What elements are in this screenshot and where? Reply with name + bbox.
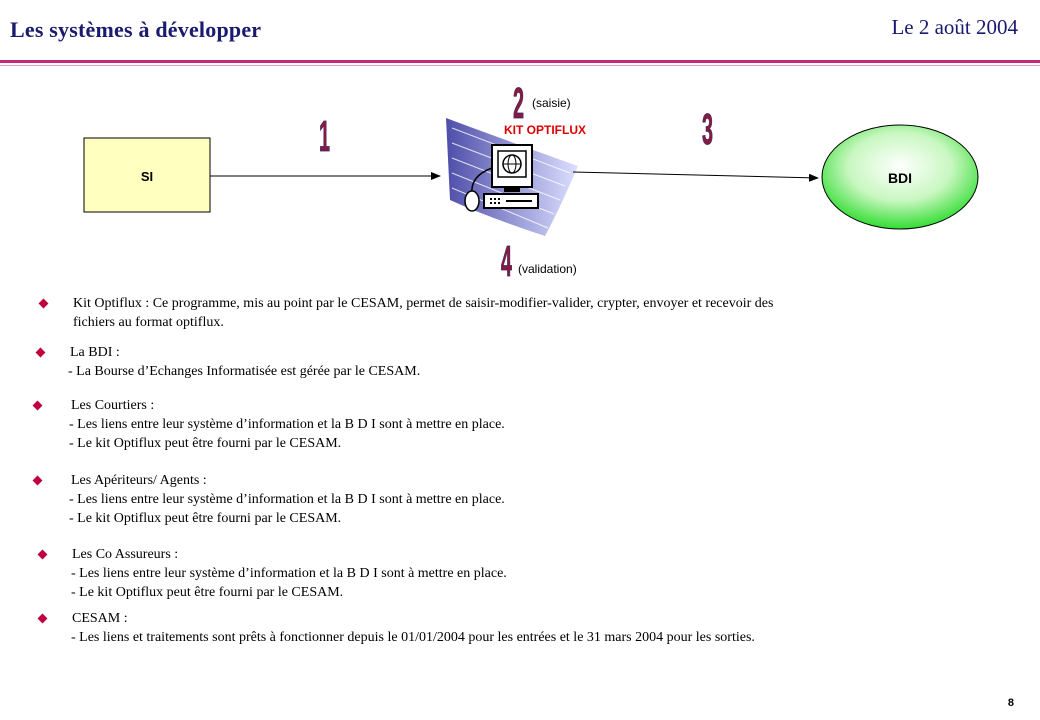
bdi-label: BDI: [887, 170, 913, 186]
bullet-diamond: [33, 476, 43, 486]
step-2: 2: [513, 79, 525, 129]
bullet-line: - Le kit Optiflux peut être fourni par le CESAM.: [71, 585, 344, 600]
validation-label: (validation): [518, 262, 577, 276]
arrow-kit-to-bdi: [573, 172, 818, 178]
page-number: 8: [1007, 697, 1014, 709]
bullet-diamond: [39, 299, 49, 309]
bullet-diamond: [38, 614, 48, 624]
bullet-line: - Le kit Optiflux peut être fourni par le CESAM.: [69, 511, 342, 526]
bullet-line: - Les liens entre leur système d’information et la B D I sont à mettre en place.: [69, 492, 505, 507]
bullet-line: - Les liens entre leur système d’information et la B D I sont à mettre en place.: [71, 566, 507, 581]
date: Le 2 août 2004: [891, 15, 1018, 39]
bullet-heading: Kit Optiflux : Ce programme, mis au point par le CESAM, permet de saisir-modifier-valider, crypter, envoyer et recevoir des: [73, 296, 774, 311]
bullet-line: - La Bourse d’Echanges Informatisée est gérée par le CESAM.: [68, 364, 421, 379]
step-1: 1: [319, 112, 331, 162]
header-rule: [0, 60, 1040, 63]
bullet-diamond: [36, 348, 46, 358]
bullet-diamond: [33, 401, 43, 411]
flow-diagram: [0, 68, 1040, 290]
si-box: [84, 138, 210, 212]
kit-optiflux-label: KIT OPTIFLUX: [504, 123, 586, 137]
bullet-heading: Les Courtiers :: [71, 398, 155, 413]
page-title: Les systèmes à développer: [10, 17, 262, 42]
header-rule-thin: [0, 65, 1040, 66]
bullet-line: - Les liens et traitements sont prêts à fonctionner depuis le 01/01/2004 pour les entrées et le 31 mars 2004 pour les sorties.: [71, 630, 755, 645]
step-3: 3: [702, 105, 714, 155]
step-4: 4: [500, 237, 512, 287]
bullet-line: - Le kit Optiflux peut être fourni par le CESAM.: [69, 436, 342, 451]
saisie-label: (saisie): [532, 96, 571, 110]
bullet-line: - Les liens entre leur système d’information et la B D I sont à mettre en place.: [69, 417, 505, 432]
bullet-heading: Les Apériteurs/ Agents :: [71, 473, 207, 488]
bullet-diamond: [38, 550, 48, 560]
bullet-heading: CESAM :: [72, 611, 128, 626]
si-label: SI: [140, 169, 154, 184]
bullet-line: fichiers au format optiflux.: [73, 315, 224, 330]
bullet-heading: La BDI :: [70, 345, 120, 360]
bdi-ellipse: [822, 125, 978, 229]
bullet-heading: Les Co Assureurs :: [72, 547, 179, 562]
